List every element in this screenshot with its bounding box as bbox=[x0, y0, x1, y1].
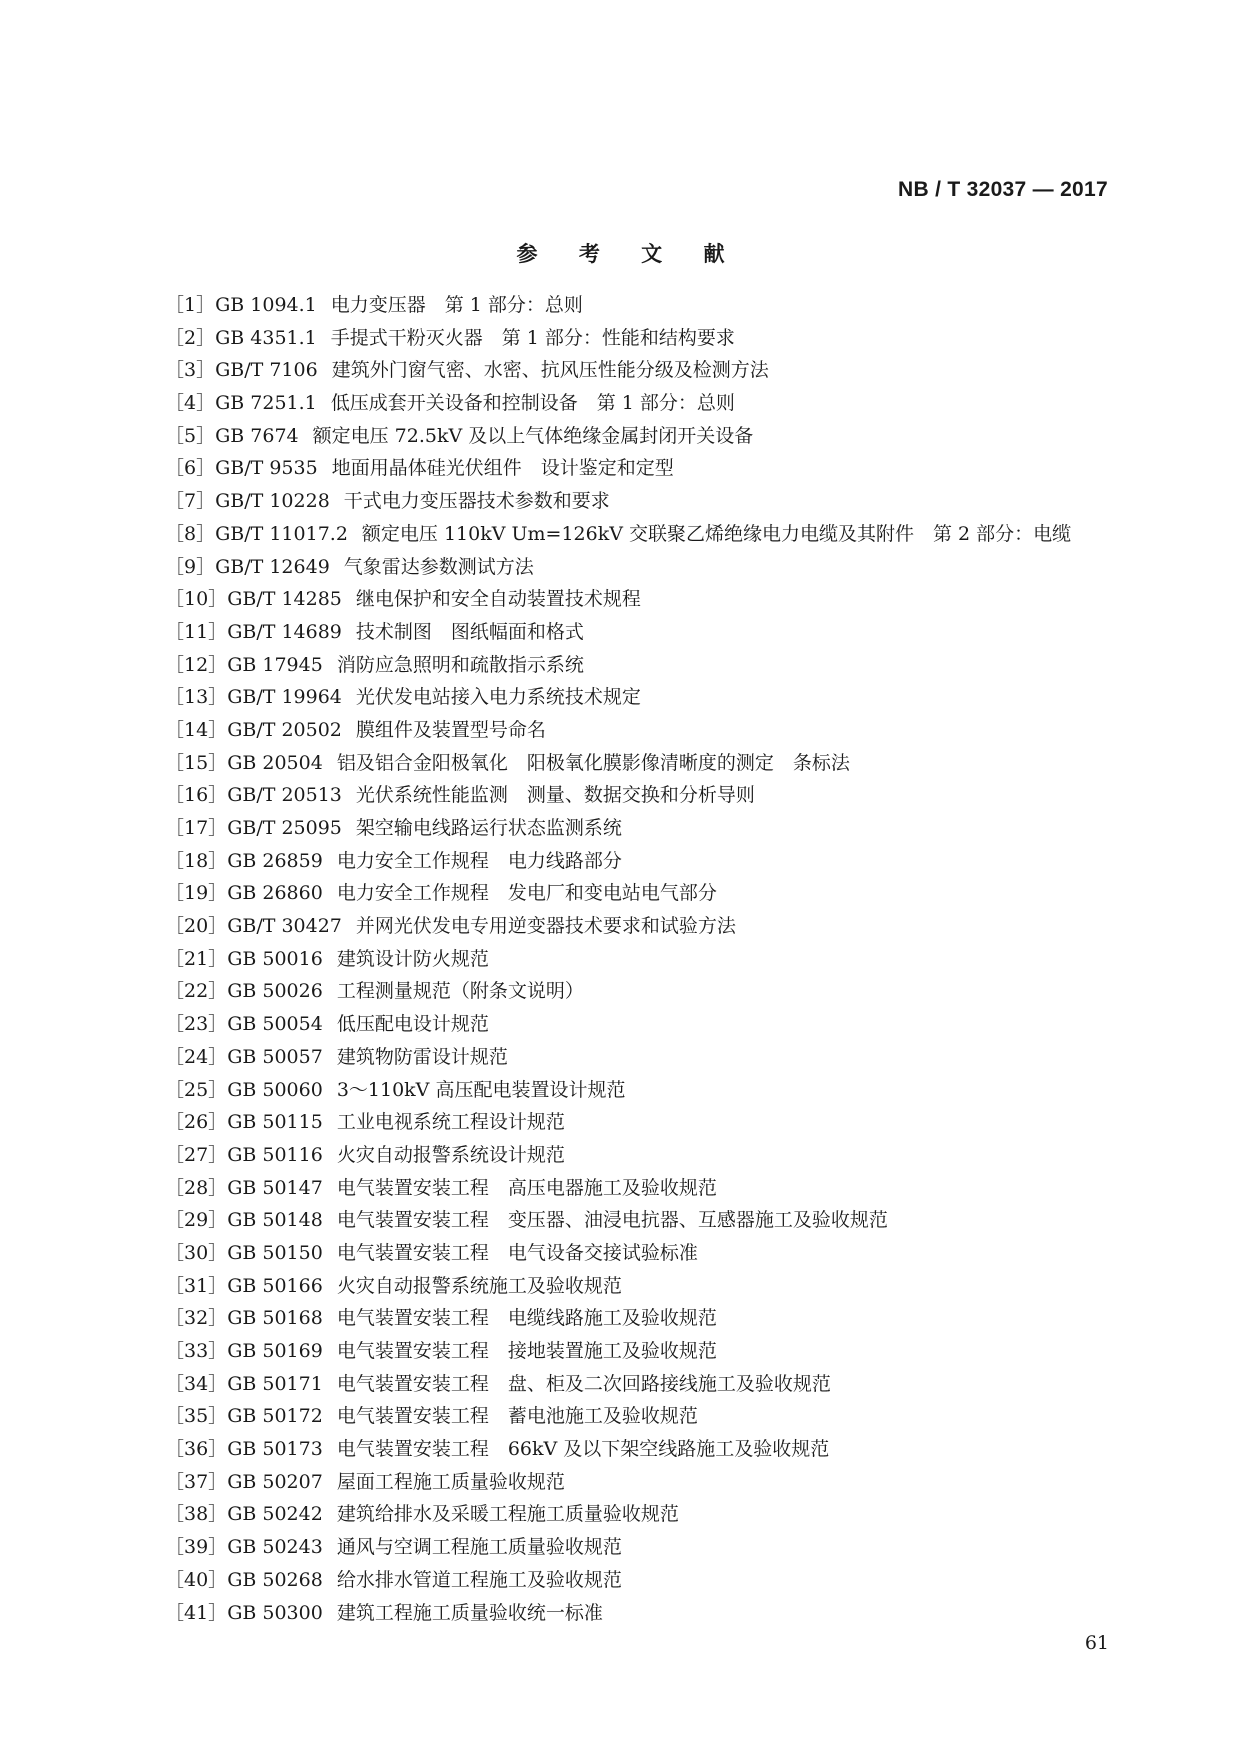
reference-item bbox=[165, 649, 1125, 682]
reference-number: ［34］ bbox=[165, 1372, 228, 1395]
reference-item bbox=[165, 1172, 1125, 1205]
standard-code-header: NB / T 32037 — 2017 bbox=[898, 178, 1108, 201]
reference-number: ［38］ bbox=[165, 1503, 228, 1526]
reference-item bbox=[165, 1008, 1125, 1041]
reference-title: 地面用晶体硅光伏组件 设计鉴定和定型 bbox=[331, 457, 674, 480]
reference-code: GB/T 11017.2 bbox=[215, 522, 348, 545]
reference-number: ［8］ bbox=[165, 522, 216, 545]
reference-number: ［11］ bbox=[165, 620, 228, 643]
reference-title: 建筑工程施工质量验收统一标准 bbox=[336, 1601, 603, 1624]
reference-title: 电气装置安装工程 电气设备交接试验标准 bbox=[336, 1241, 698, 1264]
reference-item bbox=[165, 289, 1125, 322]
reference-title: 建筑物防雷设计规范 bbox=[336, 1045, 508, 1068]
reference-code: GB 50150 bbox=[227, 1241, 323, 1264]
reference-title: 给水排水管道工程施工及验收规范 bbox=[336, 1568, 622, 1591]
reference-number: ［41］ bbox=[165, 1601, 228, 1624]
reference-title: 低压配电设计规范 bbox=[336, 1013, 489, 1036]
reference-number: ［4］ bbox=[165, 392, 216, 415]
reference-number: ［27］ bbox=[165, 1143, 228, 1166]
reference-title: 工程测量规范（附条文说明） bbox=[336, 980, 584, 1003]
reference-item bbox=[165, 1270, 1125, 1303]
reference-title: 架空输电线路运行状态监测系统 bbox=[355, 817, 622, 839]
reference-number: ［6］ bbox=[165, 457, 216, 480]
reference-number: ［10］ bbox=[165, 588, 228, 611]
reference-number: ［9］ bbox=[165, 555, 216, 578]
reference-title: 技术制图 图纸幅面和格式 bbox=[355, 620, 584, 643]
reference-title: 气象雷达参数测试方法 bbox=[343, 555, 534, 578]
reference-number: ［23］ bbox=[165, 1013, 228, 1036]
reference-title: 光伏系统性能监测 测量、数据交换和分析导则 bbox=[355, 784, 755, 807]
reference-code: GB 50147 bbox=[227, 1176, 323, 1199]
reference-title: 3～110kV 高压配电装置设计规范 bbox=[336, 1078, 626, 1101]
reference-number: ［21］ bbox=[165, 947, 228, 970]
reference-number: ［2］ bbox=[165, 326, 216, 349]
reference-code: GB 50173 bbox=[227, 1438, 323, 1461]
reference-title: 电力安全工作规程 发电厂和变电站电气部分 bbox=[336, 882, 717, 905]
reference-title: 电气装置安装工程 蓄电池施工及验收规范 bbox=[336, 1405, 698, 1428]
reference-item bbox=[165, 845, 1125, 878]
reference-number: ［37］ bbox=[165, 1470, 228, 1493]
reference-code: GB 1094.1 bbox=[215, 294, 317, 316]
reference-item bbox=[165, 452, 1125, 485]
reference-code: GB 50057 bbox=[227, 1045, 323, 1068]
reference-code: GB 50242 bbox=[227, 1503, 323, 1526]
reference-title: 火灾自动报警系统施工及验收规范 bbox=[336, 1274, 622, 1297]
reference-code: GB 50169 bbox=[227, 1340, 323, 1362]
reference-title: 膜组件及装置型号命名 bbox=[355, 718, 546, 741]
reference-code: GB 20504 bbox=[227, 751, 323, 774]
reference-number: ［24］ bbox=[165, 1045, 228, 1068]
reference-item bbox=[165, 714, 1125, 747]
reference-code: GB 50268 bbox=[227, 1568, 323, 1591]
reference-code: GB 50016 bbox=[227, 947, 323, 970]
reference-list bbox=[165, 289, 1125, 1629]
reference-code: GB 50116 bbox=[227, 1143, 323, 1166]
reference-title: 额定电压 72.5kV 及以上气体绝缘金属封闭开关设备 bbox=[312, 424, 754, 447]
reference-item bbox=[165, 1531, 1125, 1564]
reference-item bbox=[165, 1597, 1125, 1630]
reference-item bbox=[165, 518, 1125, 551]
reference-title: 工业电视系统工程设计规范 bbox=[336, 1111, 565, 1134]
reference-code: GB 50243 bbox=[227, 1536, 323, 1559]
reference-item bbox=[165, 779, 1125, 812]
reference-item bbox=[165, 1466, 1125, 1499]
reference-item bbox=[165, 616, 1125, 649]
reference-title: 手提式干粉灭火器 第 1 部分：性能和结构要求 bbox=[330, 326, 735, 349]
reference-item bbox=[165, 1139, 1125, 1172]
reference-item bbox=[165, 1498, 1125, 1531]
section-title: 参 考 文 献 bbox=[516, 242, 742, 266]
reference-title: 消防应急照明和疏散指示系统 bbox=[336, 653, 584, 676]
reference-number: ［33］ bbox=[165, 1340, 228, 1362]
reference-number: ［13］ bbox=[165, 686, 228, 709]
reference-number: ［25］ bbox=[165, 1078, 228, 1101]
reference-item bbox=[165, 1433, 1125, 1466]
reference-title: 并网光伏发电专用逆变器技术要求和试验方法 bbox=[355, 915, 736, 938]
reference-number: ［7］ bbox=[165, 490, 216, 513]
reference-number: ［29］ bbox=[165, 1209, 228, 1232]
reference-title: 干式电力变压器技术参数和要求 bbox=[343, 490, 610, 513]
reference-title: 电气装置安装工程 高压电器施工及验收规范 bbox=[336, 1176, 717, 1199]
reference-item bbox=[165, 1074, 1125, 1107]
reference-code: GB/T 7106 bbox=[215, 359, 318, 382]
reference-code: GB/T 19964 bbox=[227, 686, 342, 709]
reference-title: 建筑给排水及采暖工程施工质量验收规范 bbox=[336, 1503, 679, 1526]
reference-item bbox=[165, 354, 1125, 387]
reference-item bbox=[165, 1041, 1125, 1074]
reference-code: GB/T 10228 bbox=[215, 490, 330, 513]
reference-title: 继电保护和安全自动装置技术规程 bbox=[355, 588, 641, 611]
reference-code: GB 50168 bbox=[227, 1307, 323, 1330]
reference-code: GB 50207 bbox=[227, 1470, 323, 1493]
reference-title: 屋面工程施工质量验收规范 bbox=[336, 1470, 565, 1493]
reference-item bbox=[165, 1368, 1125, 1401]
reference-title: 建筑外门窗气密、水密、抗风压性能分级及检测方法 bbox=[331, 359, 769, 382]
reference-number: ［36］ bbox=[165, 1438, 228, 1461]
reference-title: 铝及铝合金阳极氧化 阳极氧化膜影像清晰度的测定 条标法 bbox=[336, 751, 850, 774]
reference-code: GB 7251.1 bbox=[215, 392, 317, 415]
reference-number: ［39］ bbox=[165, 1536, 228, 1559]
reference-code: GB 50115 bbox=[227, 1111, 323, 1134]
reference-number: ［18］ bbox=[165, 849, 228, 872]
reference-code: GB 50172 bbox=[227, 1405, 323, 1428]
reference-title: 光伏发电站接入电力系统技术规定 bbox=[355, 686, 641, 709]
reference-code: GB 7674 bbox=[215, 424, 299, 447]
reference-title: 电气装置安装工程 接地装置施工及验收规范 bbox=[336, 1340, 717, 1362]
reference-item bbox=[165, 747, 1125, 780]
reference-title: 火灾自动报警系统设计规范 bbox=[336, 1143, 565, 1166]
reference-title: 额定电压 110kV Um=126kV 交联聚乙烯绝缘电力电缆及其附件 第 2 部分：电缆 bbox=[361, 522, 1072, 545]
reference-number: ［19］ bbox=[165, 882, 228, 905]
reference-code: GB 50026 bbox=[227, 980, 323, 1003]
reference-title: 电气装置安装工程 盘、柜及二次回路接线施工及验收规范 bbox=[336, 1372, 831, 1395]
reference-code: GB/T 20513 bbox=[227, 784, 342, 807]
reference-item bbox=[165, 420, 1125, 453]
reference-item bbox=[165, 910, 1125, 943]
reference-item bbox=[165, 681, 1125, 714]
reference-item bbox=[165, 812, 1125, 845]
reference-number: ［35］ bbox=[165, 1405, 228, 1428]
reference-code: GB 17945 bbox=[227, 653, 323, 676]
reference-code: GB 50300 bbox=[227, 1601, 323, 1624]
reference-code: GB 26860 bbox=[227, 882, 323, 905]
reference-title: 建筑设计防火规范 bbox=[336, 947, 489, 970]
reference-code: GB/T 9535 bbox=[215, 457, 318, 480]
reference-number: ［28］ bbox=[165, 1176, 228, 1199]
reference-item bbox=[165, 583, 1125, 616]
reference-item bbox=[165, 1564, 1125, 1597]
reference-code: GB 50166 bbox=[227, 1274, 323, 1297]
reference-title: 电力变压器 第 1 部分：总则 bbox=[330, 294, 583, 316]
reference-title: 通风与空调工程施工质量验收规范 bbox=[336, 1536, 622, 1559]
reference-item bbox=[165, 551, 1125, 584]
reference-number: ［15］ bbox=[165, 751, 228, 774]
reference-code: GB 50054 bbox=[227, 1013, 323, 1036]
reference-item bbox=[165, 1400, 1125, 1433]
reference-item bbox=[165, 1302, 1125, 1335]
reference-number: ［30］ bbox=[165, 1241, 228, 1264]
reference-code: GB/T 20502 bbox=[227, 718, 342, 741]
reference-item bbox=[165, 943, 1125, 976]
reference-item bbox=[165, 1237, 1125, 1270]
reference-number: ［40］ bbox=[165, 1568, 228, 1591]
reference-item bbox=[165, 1204, 1125, 1237]
reference-code: GB/T 14285 bbox=[227, 588, 342, 611]
reference-number: ［17］ bbox=[165, 817, 228, 839]
reference-code: GB/T 30427 bbox=[227, 915, 342, 938]
reference-item bbox=[165, 1106, 1125, 1139]
reference-item bbox=[165, 322, 1125, 355]
reference-code: GB 50171 bbox=[227, 1372, 323, 1395]
reference-code: GB/T 25095 bbox=[227, 817, 342, 839]
reference-number: ［5］ bbox=[165, 424, 216, 447]
reference-title: 电气装置安装工程 变压器、油浸电抗器、互感器施工及验收规范 bbox=[336, 1209, 888, 1232]
reference-title: 电气装置安装工程 66kV 及以下架空线路施工及验收规范 bbox=[336, 1438, 830, 1461]
reference-number: ［20］ bbox=[165, 915, 228, 938]
reference-number: ［16］ bbox=[165, 784, 228, 807]
reference-number: ［1］ bbox=[165, 294, 216, 316]
reference-number: ［31］ bbox=[165, 1274, 228, 1297]
reference-title: 电力安全工作规程 电力线路部分 bbox=[336, 849, 622, 872]
reference-code: GB/T 12649 bbox=[215, 555, 330, 578]
reference-number: ［14］ bbox=[165, 718, 228, 741]
reference-number: ［26］ bbox=[165, 1111, 228, 1134]
reference-item bbox=[165, 975, 1125, 1008]
reference-code: GB/T 14689 bbox=[227, 620, 342, 643]
reference-title: 低压成套开关设备和控制设备 第 1 部分：总则 bbox=[330, 392, 735, 415]
reference-code: GB 4351.1 bbox=[215, 326, 317, 349]
reference-item bbox=[165, 877, 1125, 910]
reference-number: ［32］ bbox=[165, 1307, 228, 1330]
page-number: 61 bbox=[1084, 1632, 1109, 1654]
reference-number: ［12］ bbox=[165, 653, 228, 676]
reference-item bbox=[165, 1335, 1125, 1368]
reference-number: ［3］ bbox=[165, 359, 216, 382]
reference-item bbox=[165, 485, 1125, 518]
reference-code: GB 50148 bbox=[227, 1209, 323, 1232]
reference-code: GB 50060 bbox=[227, 1078, 323, 1101]
reference-number: ［22］ bbox=[165, 980, 228, 1003]
reference-item bbox=[165, 387, 1125, 420]
reference-code: GB 26859 bbox=[227, 849, 323, 872]
reference-title: 电气装置安装工程 电缆线路施工及验收规范 bbox=[336, 1307, 717, 1330]
